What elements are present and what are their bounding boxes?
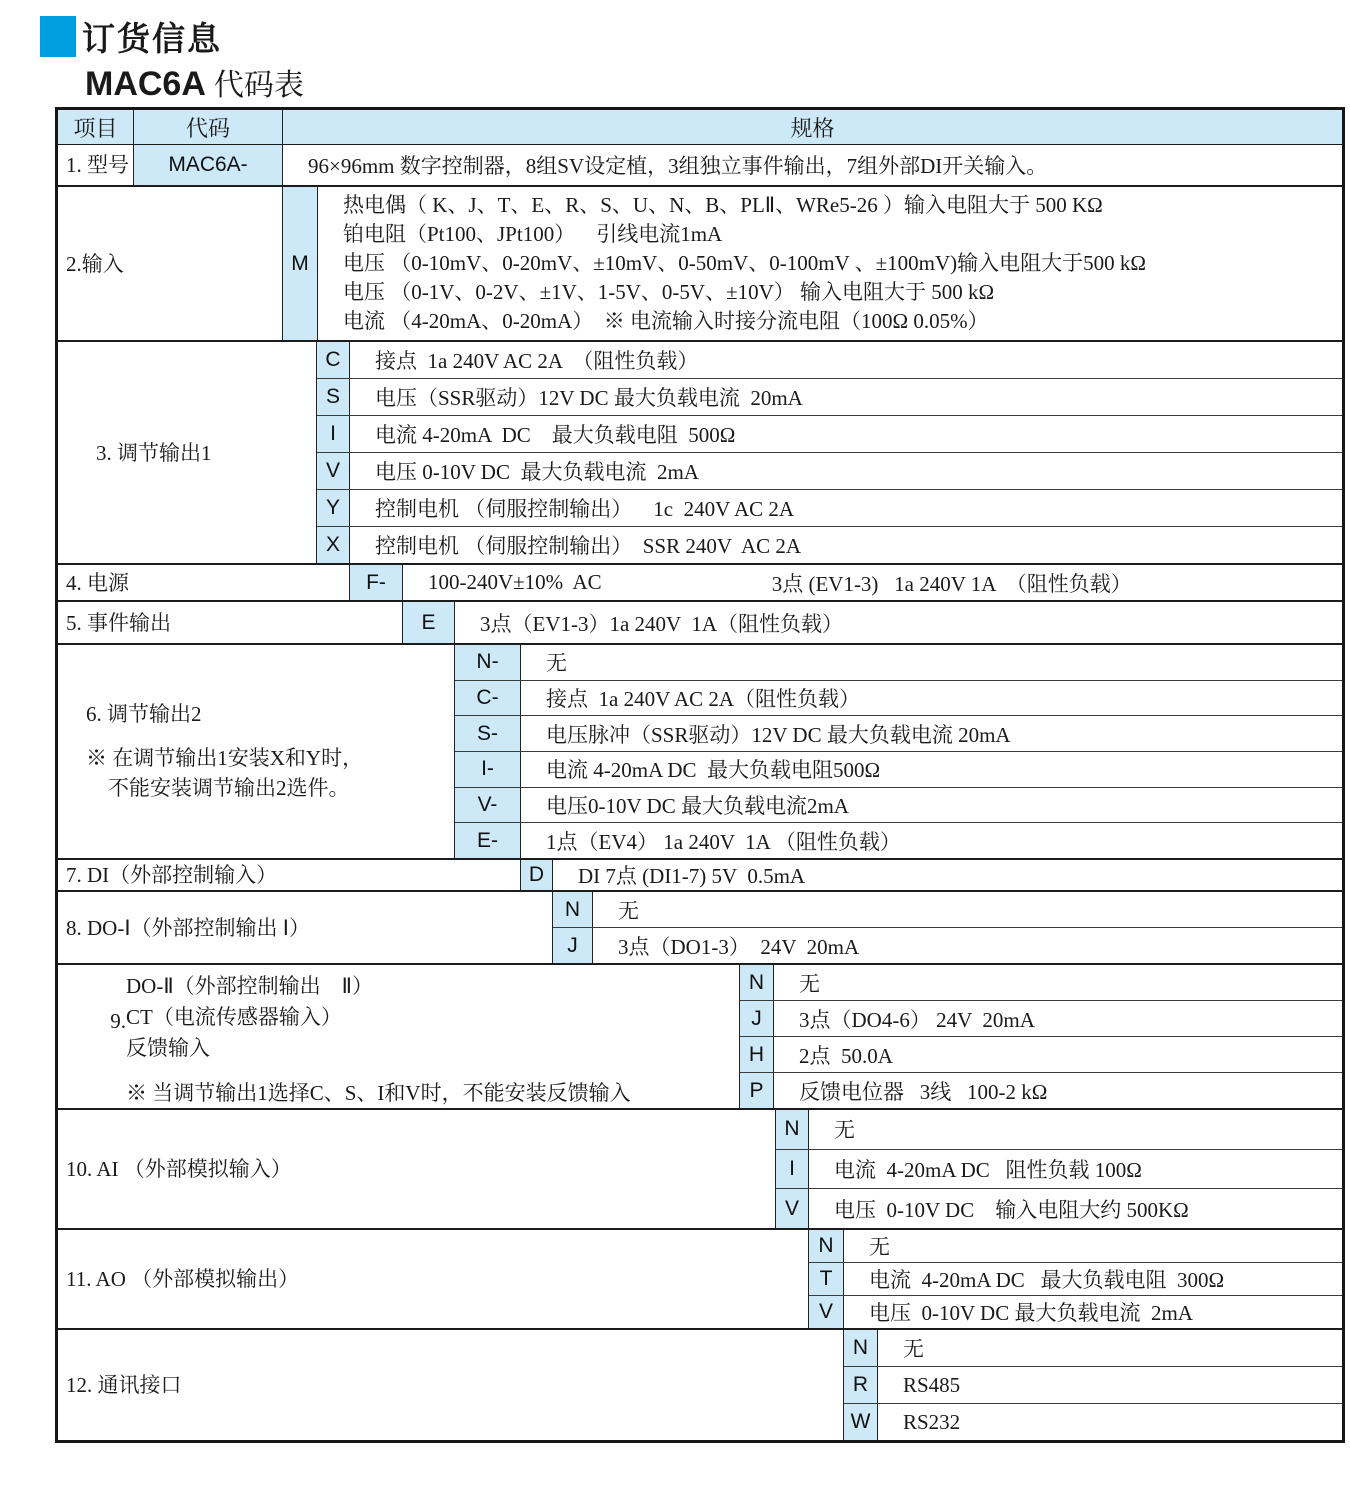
spec-text: 2点 50.0A bbox=[799, 1043, 893, 1068]
header-spec: 规格 bbox=[790, 115, 835, 141]
subrows bbox=[844, 1330, 1342, 1440]
item-cell bbox=[58, 645, 455, 858]
spec-text: 电压（SSR驱动）12V DC 最大负载电流 20mA bbox=[375, 386, 803, 410]
subrows bbox=[521, 860, 1342, 890]
item-line: 反馈输入 bbox=[126, 1035, 210, 1060]
table-row bbox=[58, 1328, 1342, 1440]
item-label: 6. 调节输出2 bbox=[86, 701, 202, 726]
spec-text: 100-240V±10% AC bbox=[428, 570, 602, 594]
spec-text: 电流 4-20mA DC 最大负载电阻 300Ω bbox=[869, 1268, 1225, 1292]
spec-cell bbox=[521, 788, 1342, 823]
spec-cell bbox=[350, 342, 1342, 378]
spec-text: 接点 1a 240V AC 2A （阻性负载） bbox=[375, 349, 699, 373]
spec-text: 96×96mm 数字控制器，8组SV设定植，3组独立事件输出，7组外部DI开关输入。 bbox=[308, 154, 1048, 178]
spec-cell bbox=[283, 145, 1342, 185]
table-row bbox=[58, 963, 1342, 1108]
table-row bbox=[58, 1108, 1342, 1228]
spec-line: 热电偶（ K、J、T、E、R、S、U、N、B、PLⅡ、WRe5-26 ）输入电阻大于 500 KΩ bbox=[343, 193, 1103, 217]
spec-cell bbox=[593, 892, 1342, 927]
spec-cell bbox=[350, 379, 1342, 415]
spec-cell bbox=[350, 490, 1342, 526]
spec-cell bbox=[455, 602, 1342, 643]
item-note-line: 不能安装调节输出2选件。 bbox=[108, 775, 350, 800]
item-cell bbox=[58, 342, 317, 563]
subrows bbox=[403, 602, 1342, 643]
spec-cell bbox=[350, 527, 1342, 563]
spec-cell bbox=[878, 1330, 1342, 1366]
subrows bbox=[553, 892, 1342, 963]
spec-text: RS232 bbox=[903, 1409, 961, 1434]
spec-cell bbox=[844, 1263, 1342, 1295]
spec-cell bbox=[844, 1230, 1342, 1262]
spec-extra-text: 3点 (EV1-3) 1a 240V 1A （阻性负载） bbox=[771, 571, 1132, 596]
spec-subrow bbox=[455, 787, 1342, 823]
spec-subrow bbox=[740, 965, 1342, 1000]
section-marker-icon bbox=[40, 16, 76, 57]
spec-subrow bbox=[455, 822, 1342, 858]
spec-subrow bbox=[776, 1188, 1342, 1228]
spec-subrow bbox=[809, 1230, 1342, 1262]
item-label: 4. 电源 bbox=[66, 570, 129, 595]
code-cell: J bbox=[740, 1001, 774, 1036]
item-number: 9. bbox=[110, 1008, 126, 1033]
code-cell: V- bbox=[455, 788, 521, 823]
spec-line: 铂电阻（Pt100、JPt100） 引线电流1mA bbox=[343, 222, 723, 246]
spec-subrow bbox=[844, 1403, 1342, 1440]
item-line: DO-Ⅱ（外部控制输出 Ⅱ） bbox=[126, 973, 373, 998]
spec-subrow bbox=[740, 1036, 1342, 1072]
table-row bbox=[58, 1228, 1342, 1328]
subrows bbox=[776, 1110, 1342, 1228]
code-cell: M bbox=[283, 187, 318, 340]
code-cell: N bbox=[553, 892, 593, 927]
spec-subrow bbox=[134, 145, 1342, 185]
spec-cell bbox=[844, 1296, 1342, 1328]
spec-text: RS485 bbox=[903, 1372, 961, 1397]
spec-subrow bbox=[455, 680, 1342, 716]
subrows bbox=[350, 565, 1342, 600]
subrows bbox=[283, 187, 1342, 340]
spec-text: 1点（EV4） 1a 240V 1A （阻性负载） bbox=[546, 829, 901, 854]
spec-cell bbox=[774, 1001, 1342, 1036]
spec-text: 3点（DO4-6） 24V 20mA bbox=[799, 1007, 1035, 1032]
code-cell: S- bbox=[455, 716, 521, 751]
spec-text: 电压脉冲（SSR驱动）12V DC 最大负载电流 20mA bbox=[546, 722, 1011, 747]
code-cell: MAC6A- bbox=[134, 145, 283, 185]
spec-text: 无 bbox=[834, 1118, 855, 1143]
code-cell: N bbox=[844, 1330, 878, 1366]
spec-text: 无 bbox=[618, 898, 639, 923]
item-cell bbox=[58, 1110, 776, 1228]
subrows bbox=[809, 1230, 1342, 1328]
table-row bbox=[58, 643, 1342, 858]
code-cell: I bbox=[317, 416, 350, 452]
spec-cell bbox=[318, 187, 1342, 340]
spec-text: 电压 0-10V DC 输入电阻大约 500KΩ bbox=[834, 1197, 1189, 1222]
item-cell bbox=[58, 187, 283, 340]
subrows bbox=[134, 145, 1342, 185]
item-cell bbox=[58, 145, 134, 185]
spec-cell bbox=[774, 1037, 1342, 1072]
spec-text: 电压0-10V DC 最大负载电流2mA bbox=[546, 794, 849, 819]
table-row bbox=[58, 858, 1342, 890]
spec-cell bbox=[350, 416, 1342, 452]
table-header-row bbox=[58, 110, 1342, 145]
item-line: ※ 当调节输出1选择C、S、I和V时，不能安装反馈输入 bbox=[126, 1080, 631, 1105]
spec-subrow bbox=[776, 1149, 1342, 1189]
item-label: 5. 事件输出 bbox=[66, 610, 171, 635]
table-row bbox=[58, 563, 1342, 600]
spec-cell bbox=[521, 823, 1342, 858]
item-note-line: ※ 在调节输出1安装X和Y时， bbox=[86, 745, 364, 770]
item-label: 10. AI （外部模拟输入） bbox=[66, 1157, 292, 1181]
spec-cell bbox=[774, 965, 1342, 1000]
spec-line: 电压 （0-1V、0-2V、±1V、1-5V、0-5V、±10V） 输入电阻大于 500 kΩ bbox=[343, 280, 995, 304]
spec-line: 电流 （4-20mA、0-20mA） ※ 电流输入时接分流电阻（100Ω 0.05%） bbox=[343, 309, 989, 333]
code-cell: R bbox=[844, 1367, 878, 1403]
item-cell bbox=[58, 860, 521, 890]
spec-cell bbox=[521, 716, 1342, 751]
spec-line: 电压 （0-10mV、0-20mV、±10mV、0-50mV、0-100mV 、±100mV)输入电阻大于500 kΩ bbox=[343, 251, 1146, 275]
spec-subrow bbox=[740, 1072, 1342, 1108]
code-cell: V bbox=[809, 1296, 844, 1328]
spec-text: 电流 4-20mA DC 最大负载电阻 500Ω bbox=[375, 423, 736, 447]
spec-cell bbox=[521, 681, 1342, 716]
spec-text: 接点 1a 240V AC 2A（阻性负载） bbox=[546, 687, 861, 711]
spec-cell bbox=[809, 1189, 1342, 1228]
spec-cell bbox=[809, 1150, 1342, 1189]
spec-subrow bbox=[844, 1330, 1342, 1366]
item-cell bbox=[58, 1230, 809, 1328]
code-cell: E bbox=[403, 602, 455, 643]
spec-subrow bbox=[776, 1110, 1342, 1149]
spec-text: 无 bbox=[869, 1235, 890, 1259]
item-cell bbox=[58, 1330, 844, 1440]
spec-cell bbox=[350, 453, 1342, 489]
table-row bbox=[58, 185, 1342, 340]
header-item: 项目 bbox=[58, 110, 134, 144]
spec-subrow bbox=[553, 927, 1342, 963]
spec-subrow bbox=[455, 751, 1342, 787]
code-cell: D bbox=[521, 860, 553, 890]
code-cell: V bbox=[776, 1189, 809, 1228]
item-label: 11. AO （外部模拟输出） bbox=[66, 1267, 300, 1291]
table-body bbox=[58, 145, 1342, 1440]
table-title-suffix: 代码表 bbox=[213, 69, 304, 102]
spec-text: 电流 4-20mA DC 阻性负载 100Ω bbox=[834, 1158, 1142, 1182]
item-label: 2.输入 bbox=[66, 251, 124, 276]
spec-subrow bbox=[317, 526, 1342, 563]
code-cell: C- bbox=[455, 681, 521, 716]
code-cell: I bbox=[776, 1150, 809, 1189]
item-cell bbox=[58, 602, 403, 643]
subrows bbox=[317, 342, 1342, 563]
spec-subrow bbox=[317, 378, 1342, 415]
spec-text: 3点（EV1-3）1a 240V 1A（阻性负载） bbox=[480, 611, 844, 636]
spec-subrow bbox=[809, 1295, 1342, 1328]
item-cell bbox=[58, 565, 350, 600]
item-cell bbox=[58, 965, 740, 1108]
spec-cell bbox=[521, 752, 1342, 787]
table-title bbox=[85, 60, 304, 104]
spec-cell bbox=[403, 565, 1342, 600]
code-cell: N bbox=[809, 1230, 844, 1262]
code-cell: I- bbox=[455, 752, 521, 787]
spec-subrow bbox=[740, 1000, 1342, 1036]
code-cell: E- bbox=[455, 823, 521, 858]
code-cell: N bbox=[740, 965, 774, 1000]
code-cell: Y bbox=[317, 490, 350, 526]
spec-cell bbox=[878, 1404, 1342, 1440]
item-label: 12. 通讯接口 bbox=[66, 1373, 182, 1397]
code-cell: N- bbox=[455, 645, 521, 680]
table-row bbox=[58, 145, 1342, 185]
spec-text: 电压 0-10V DC 最大负载电流 2mA bbox=[869, 1301, 1193, 1325]
header-code: 代码 bbox=[134, 110, 283, 144]
spec-cell bbox=[593, 928, 1342, 963]
subrows bbox=[740, 965, 1342, 1108]
spec-subrow bbox=[455, 715, 1342, 751]
spec-text: 电压 0-10V DC 最大负载电流 2mA bbox=[375, 460, 699, 484]
spec-subrow bbox=[809, 1262, 1342, 1295]
item-label: 1. 型号 bbox=[66, 153, 129, 177]
code-cell: S bbox=[317, 379, 350, 415]
spec-text: 控制电机 （伺服控制输出） SSR 240V AC 2A bbox=[375, 534, 802, 558]
code-cell: C bbox=[317, 342, 350, 378]
spec-text: 3点（DO1-3） 24V 20mA bbox=[618, 934, 860, 959]
spec-text: 无 bbox=[546, 651, 567, 676]
section-header bbox=[40, 13, 222, 60]
spec-subrow bbox=[553, 892, 1342, 927]
code-cell: N bbox=[776, 1110, 809, 1149]
spec-text: DI 7点 (DI1-7) 5V 0.5mA bbox=[578, 864, 806, 888]
spec-text: 反馈电位器 3线 100-2 kΩ bbox=[799, 1079, 1048, 1104]
spec-subrow bbox=[317, 342, 1342, 378]
spec-subrow bbox=[844, 1366, 1342, 1403]
spec-text: 电流 4-20mA DC 最大负载电阻500Ω bbox=[546, 758, 881, 783]
code-cell: P bbox=[740, 1073, 774, 1108]
table-row bbox=[58, 340, 1342, 563]
spec-cell bbox=[878, 1367, 1342, 1403]
code-cell: H bbox=[740, 1037, 774, 1072]
spec-cell bbox=[521, 645, 1342, 680]
spec-cell bbox=[553, 860, 1342, 890]
ordering-code-table bbox=[55, 107, 1345, 1443]
code-cell: T bbox=[809, 1263, 844, 1295]
table-row bbox=[58, 890, 1342, 963]
item-label: 7. DI（外部控制输入） bbox=[66, 863, 278, 887]
item-cell bbox=[58, 892, 553, 963]
code-cell: V bbox=[317, 453, 350, 489]
subrows bbox=[455, 645, 1342, 858]
spec-text: 无 bbox=[799, 971, 820, 996]
code-cell: J bbox=[553, 928, 593, 963]
spec-text: 无 bbox=[903, 1337, 924, 1361]
item-label: 3. 调节输出1 bbox=[96, 440, 212, 465]
spec-subrow bbox=[283, 187, 1342, 340]
item-label: 8. DO-Ⅰ（外部控制输出 Ⅰ） bbox=[66, 915, 310, 940]
spec-subrow bbox=[455, 645, 1342, 680]
spec-subrow bbox=[317, 452, 1342, 489]
table-row bbox=[58, 600, 1342, 643]
code-cell: F- bbox=[350, 565, 403, 600]
spec-subrow bbox=[403, 602, 1342, 643]
item-line: CT（电流传感器输入） bbox=[126, 1004, 342, 1029]
spec-subrow bbox=[521, 860, 1342, 890]
table-title-model: MAC6A bbox=[85, 65, 206, 103]
spec-subrow bbox=[317, 489, 1342, 526]
spec-subrow bbox=[317, 415, 1342, 452]
code-cell: X bbox=[317, 527, 350, 563]
spec-text: 控制电机 （伺服控制输出） 1c 240V AC 2A bbox=[375, 497, 795, 521]
page-title: 订货信息 bbox=[82, 22, 222, 58]
code-cell: W bbox=[844, 1404, 878, 1440]
spec-subrow bbox=[350, 565, 1342, 600]
spec-cell bbox=[774, 1073, 1342, 1108]
spec-cell bbox=[809, 1110, 1342, 1149]
